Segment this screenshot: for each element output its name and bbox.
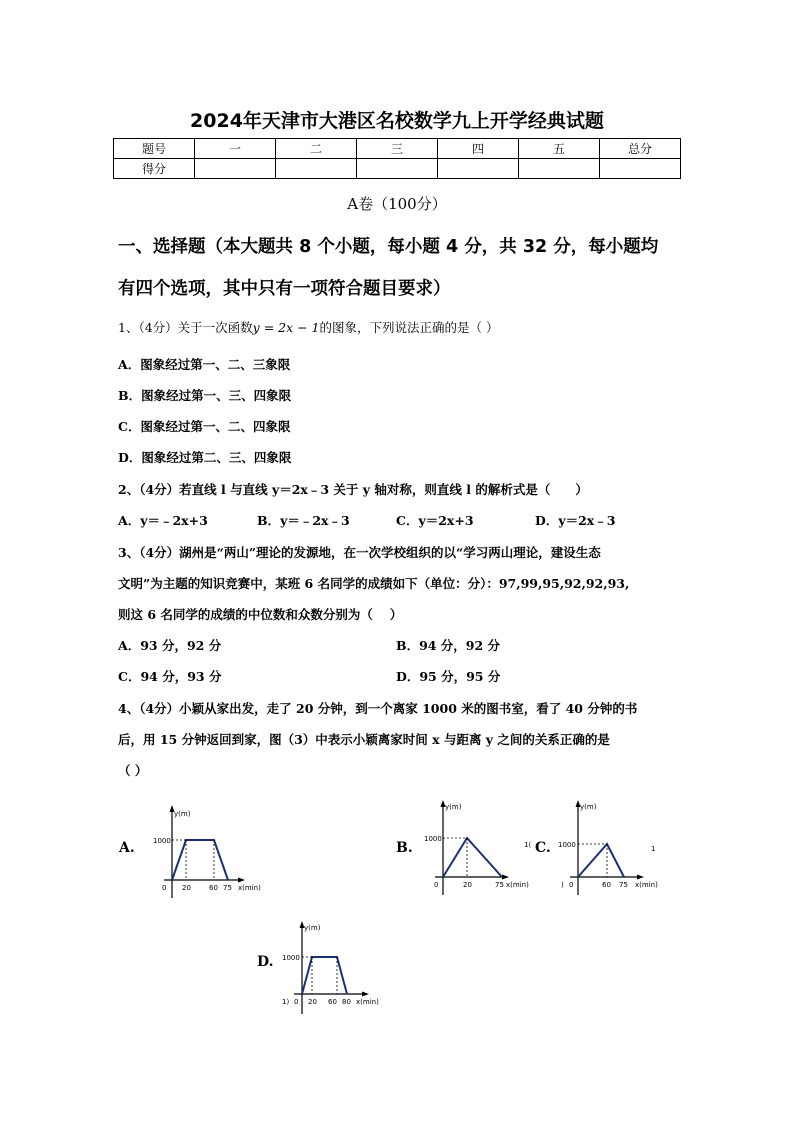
graph-b-xtick: 75 — [495, 881, 504, 889]
question-4-line3: （ ） — [118, 763, 148, 778]
question-4-line1: 4、（4分）小颖从家出发，走了 20 分钟，到一个离家 1000 米的图书室，看了 40 分钟的书 — [118, 701, 638, 716]
score-table-cell: 得分 — [114, 159, 195, 179]
graph-c-ytick: 1000 — [558, 841, 576, 849]
score-table-cell: 四 — [438, 139, 519, 159]
graph-c-x-arrow — [637, 875, 644, 880]
score-table-cell: 一 — [195, 139, 276, 159]
question-1-suffix: 的图象，下列说法正确的是（ ） — [319, 320, 499, 335]
question-3-line3: 则这 6 名同学的成绩的中位数和众数分别为（ ） — [118, 607, 403, 622]
question-1-option-c[interactable]: C．图象经过第一、二、四象限 — [118, 419, 291, 434]
question-2: 2、（4分）若直线 l 与直线 y＝2x﹣3 关于 y 轴对称，则直线 l 的解析式是（ ） — [118, 482, 588, 497]
graph-c-xtick: 75 — [619, 881, 628, 889]
graph-d-xtick: 80 — [342, 998, 351, 1006]
graph-c-xtick: 60 — [602, 881, 611, 889]
graph-a-x-arrow — [238, 878, 245, 883]
graph-a-ylabel: y(m) — [174, 810, 191, 818]
score-entry-cell[interactable] — [276, 159, 357, 179]
graph-c-stray-right: 1 — [651, 845, 656, 853]
graph-c-origin: 0 — [569, 881, 574, 889]
graph-c[interactable] — [555, 797, 665, 897]
graph-d-stray-left: 1) — [282, 998, 290, 1006]
question-3-option-b[interactable]: B．94 分，92 分 — [396, 638, 501, 653]
question-2-option-d[interactable]: D．y＝2x﹣3 — [535, 513, 616, 528]
graph-b[interactable] — [420, 797, 535, 897]
score-table-cell: 总分 — [600, 139, 681, 159]
score-entry-cell[interactable] — [600, 159, 681, 179]
question-2-option-a[interactable]: A．y＝﹣2x+3 — [118, 513, 208, 528]
graph-a-origin: 0 — [162, 884, 167, 892]
question-1-option-b[interactable]: B．图象经过第一、三、四象限 — [118, 388, 292, 403]
graph-a-line — [172, 840, 228, 880]
graph-a[interactable] — [150, 802, 270, 902]
graph-c-line — [578, 844, 624, 877]
graph-d-line — [302, 957, 347, 994]
score-table-header-row — [114, 139, 681, 159]
question-4-option-b-label[interactable]: B. — [396, 840, 413, 856]
score-table-cell: 三 — [357, 139, 438, 159]
graph-a-xtick: 75 — [223, 884, 232, 892]
graph-c-ylabel: y(m) — [580, 803, 597, 811]
question-1-prefix: 1、（4分）关于一次函数 — [118, 320, 253, 335]
part1-heading-line1: 一、选择题（本大题共 8 个小题，每小题 4 分，共 32 分，每小题均 — [118, 237, 659, 257]
score-table-cell: 题号 — [114, 139, 195, 159]
question-1 — [118, 318, 499, 336]
score-table-cell: 二 — [276, 139, 357, 159]
graph-d[interactable] — [280, 918, 395, 1018]
question-4-option-a-label[interactable]: A. — [119, 840, 135, 856]
graph-b-ylabel: y(m) — [445, 803, 462, 811]
question-1-option-a[interactable]: A．图象经过第一、二、三象限 — [118, 357, 291, 372]
graph-d-xlabel: x(min) — [356, 998, 379, 1006]
graph-b-xtick: 20 — [463, 881, 472, 889]
graph-b-x-arrow — [502, 875, 509, 880]
question-3-option-a[interactable]: A．93 分，92 分 — [118, 638, 222, 653]
graph-c-xlabel: x(min) — [635, 881, 658, 889]
question-4-option-c-label[interactable]: C. — [535, 840, 551, 856]
graph-b-xlabel: x(min) — [506, 881, 529, 889]
score-entry-cell[interactable] — [438, 159, 519, 179]
question-1-formula: y = 2x − 1 — [252, 320, 320, 335]
graph-d-xtick: 20 — [308, 998, 317, 1006]
graph-b-line — [443, 838, 502, 877]
graph-c-stray-left: ) — [561, 881, 564, 889]
question-3-line1: 3、（4分）湖州是“两山”理论的发源地，在一次学校组织的以“学习两山理论，建设生态 — [118, 545, 601, 560]
part1-heading-line2: 有四个选项，其中只有一项符合题目要求） — [118, 279, 451, 299]
exam-title: 2024年天津市大港区名校数学九上开学经典试题 — [190, 110, 604, 132]
question-1-option-d[interactable]: D．图象经过第二、三、四象限 — [118, 450, 292, 465]
graph-b-origin: 0 — [434, 881, 439, 889]
graph-d-xtick: 60 — [328, 998, 337, 1006]
graph-b-stray-text: 1( — [524, 841, 532, 849]
score-entry-cell[interactable] — [357, 159, 438, 179]
graph-b-ytick: 1000 — [424, 835, 442, 843]
score-entry-cell[interactable] — [519, 159, 600, 179]
graph-d-ytick: 1000 — [282, 954, 300, 962]
graph-d-origin: 0 — [294, 998, 299, 1006]
question-4-line2: 后，用 15 分钟返回到家，图（3）中表示小颖离家时间 x 与距离 y 之间的关系正确的是 — [118, 732, 610, 747]
graph-a-xtick: 20 — [182, 884, 191, 892]
score-entry-cell[interactable] — [195, 159, 276, 179]
graph-d-x-arrow — [362, 992, 369, 997]
graph-a-ytick: 1000 — [153, 837, 171, 845]
question-4-option-d-label[interactable]: D. — [257, 954, 274, 970]
score-table-cell: 五 — [519, 139, 600, 159]
question-2-option-b[interactable]: B．y＝﹣2x﹣3 — [257, 513, 350, 528]
question-3-line2: 文明”为主题的知识竞赛中，某班 6 名同学的成绩如下（单位：分）：97,99,95,92,92,93, — [118, 576, 630, 591]
graph-a-xtick: 60 — [209, 884, 218, 892]
graph-d-ylabel: y(m) — [304, 924, 321, 932]
question-3-option-c[interactable]: C．94 分，93 分 — [118, 669, 222, 684]
section-a-heading: A卷（100分） — [347, 195, 447, 213]
graph-a-xlabel: x(min) — [238, 884, 261, 892]
score-table — [113, 138, 681, 179]
score-table-score-row — [114, 159, 681, 179]
question-3-option-d[interactable]: D．95 分，95 分 — [396, 669, 501, 684]
question-2-option-c[interactable]: C．y＝2x+3 — [396, 513, 474, 528]
